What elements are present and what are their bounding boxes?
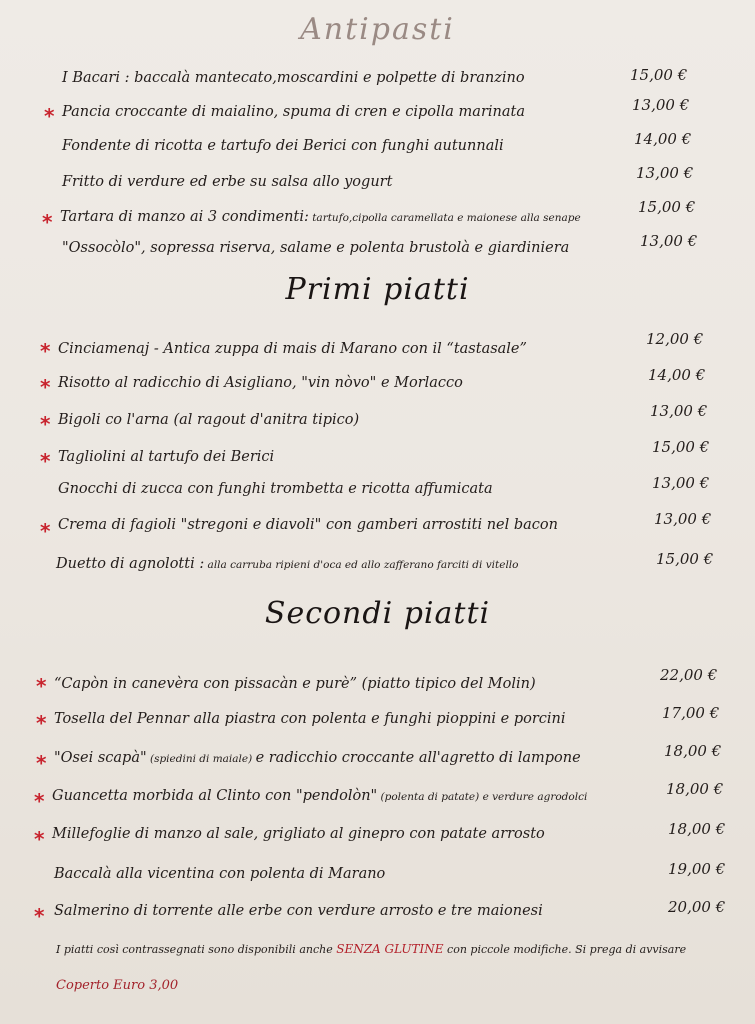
gluten-free-marker: * bbox=[34, 904, 45, 928]
dish-price: 14,00 € bbox=[648, 366, 706, 384]
dish-description: (spiedini di maiale) bbox=[146, 753, 256, 765]
dish-price: 13,00 € bbox=[650, 402, 708, 420]
gluten-free-marker: * bbox=[34, 827, 45, 851]
dish-name: Crema di fagioli "stregoni e diavoli" con gamberi arrostiti nel bacon bbox=[58, 517, 558, 533]
dish-price: 15,00 € bbox=[656, 550, 714, 568]
gluten-free-note bbox=[56, 942, 686, 956]
dish-price: 13,00 € bbox=[654, 510, 712, 528]
cover-charge: Coperto Euro 3,00 bbox=[56, 978, 179, 993]
dish-name: Millefoglie di manzo al sale, grigliato al ginepro con patate arrosto bbox=[52, 826, 545, 842]
dish-name-main: "Osei scapà" bbox=[54, 750, 147, 766]
dish-price: 18,00 € bbox=[668, 820, 726, 838]
gluten-free-marker: * bbox=[40, 412, 51, 436]
gluten-free-marker: * bbox=[36, 674, 47, 698]
dish-name: "Ossocòlo", sopressa riserva, salame e polenta brustolà e giardiniera bbox=[62, 240, 570, 256]
dish-price: 12,00 € bbox=[646, 330, 704, 348]
dish-price: 18,00 € bbox=[666, 780, 724, 798]
gluten-free-marker: * bbox=[40, 449, 51, 473]
dish-name-main: Tartara di manzo ai 3 condimenti: bbox=[60, 209, 309, 225]
dish-price: 15,00 € bbox=[652, 438, 710, 456]
gluten-free-marker: * bbox=[36, 711, 47, 735]
gluten-free-marker: * bbox=[34, 789, 45, 813]
dish-name: Risotto al radicchio di Asigliano, "vin nòvo" e Morlacco bbox=[58, 375, 463, 391]
gluten-free-marker: * bbox=[36, 751, 47, 775]
dish-price: 13,00 € bbox=[632, 96, 690, 114]
dish-price: 17,00 € bbox=[662, 704, 720, 722]
dish-name: Bigoli co l'arna (al ragout d'anitra tipico) bbox=[58, 412, 360, 428]
dish-price: 20,00 € bbox=[668, 898, 726, 916]
dish-name: Tagliolini al tartufo dei Berici bbox=[58, 449, 275, 465]
dish-name: Baccalà alla vicentina con polenta di Marano bbox=[54, 866, 386, 882]
dish-price: 15,00 € bbox=[630, 66, 688, 84]
gluten-free-marker: * bbox=[44, 104, 55, 128]
note-text-end: con piccole modifiche. Si prega di avvisare bbox=[443, 943, 687, 956]
section-title-secondi: Secondi piatti bbox=[264, 596, 491, 631]
dish-price: 15,00 € bbox=[638, 198, 696, 216]
dish-price: 18,00 € bbox=[664, 742, 722, 760]
gluten-free-highlight: SENZA GLUTINE bbox=[336, 942, 444, 956]
dish-price: 13,00 € bbox=[640, 232, 698, 250]
dish-price: 22,00 € bbox=[660, 666, 718, 684]
gluten-free-marker: * bbox=[40, 519, 51, 543]
section-title-primi: Primi piatti bbox=[285, 272, 470, 307]
dish-name-main: Guancetta morbida al Clinto con "pendolòn" bbox=[52, 788, 378, 804]
dish-name: Cinciamenaj - Antica zuppa di mais di Marano con il “tastasale” bbox=[58, 341, 527, 357]
dish-description: tartufo,cipolla caramellata e maionese alla senape bbox=[308, 212, 581, 224]
dish-price: 13,00 € bbox=[652, 474, 710, 492]
dish-name: Fritto di verdure ed erbe su salsa allo yogurt bbox=[62, 174, 393, 190]
dish-price: 19,00 € bbox=[668, 860, 726, 878]
dish-name: Tosella del Pennar alla piastra con polenta e funghi pioppini e porcini bbox=[54, 711, 566, 727]
note-text: I piatti così contrassegnati sono disponibili anche bbox=[56, 943, 337, 956]
dish-name bbox=[52, 788, 587, 804]
dish-name: Fondente di ricotta e tartufo dei Berici con funghi autunnali bbox=[62, 138, 504, 154]
dish-name bbox=[54, 750, 581, 766]
dish-name: Salmerino di torrente alle erbe con verdure arrosto e tre maionesi bbox=[54, 903, 543, 919]
dish-name: Pancia croccante di maialino, spuma di cren e cipolla marinata bbox=[62, 104, 525, 120]
dish-name bbox=[60, 209, 581, 225]
section-title-antipasti: Antipasti bbox=[300, 12, 455, 47]
gluten-free-marker: * bbox=[40, 339, 51, 363]
dish-name-continued: e radicchio croccante all'agretto di lampone bbox=[255, 750, 581, 766]
dish-price: 13,00 € bbox=[636, 164, 694, 182]
dish-name: “Capòn in canevèra con pissacàn e purè” (piatto tipico del Molin) bbox=[54, 676, 536, 692]
dish-name: I Bacari : baccalà mantecato,moscardini e polpette di branzino bbox=[62, 70, 525, 86]
dish-description: (polenta di patate) e verdure agrodolci bbox=[377, 791, 588, 803]
dish-name-main: Duetto di agnolotti : bbox=[56, 556, 205, 572]
dish-name: Gnocchi di zucca con funghi trombetta e ricotta affumicata bbox=[58, 481, 493, 497]
dish-name bbox=[56, 556, 518, 572]
dish-price: 14,00 € bbox=[634, 130, 692, 148]
dish-description: alla carruba ripieni d'oca ed allo zafferano farciti di vitello bbox=[204, 559, 519, 571]
gluten-free-marker: * bbox=[40, 375, 51, 399]
gluten-free-marker: * bbox=[42, 210, 53, 234]
